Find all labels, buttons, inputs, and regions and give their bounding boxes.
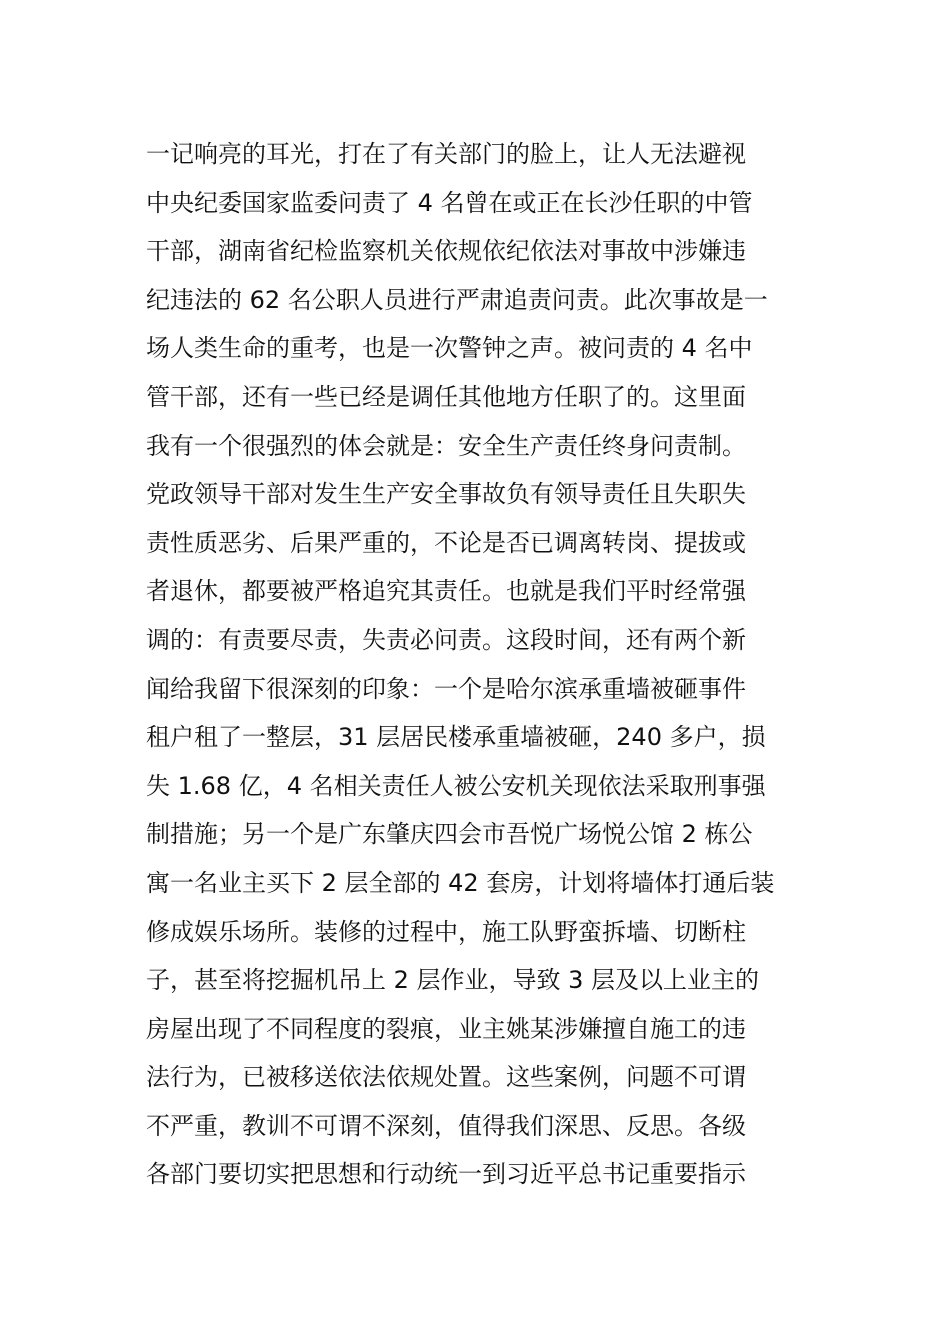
text-line: 管干部，还有一些已经是调任其他地方任职了的。这里面 (146, 382, 746, 411)
text-line: 场人类生命的重考，也是一次警钟之声。被问责的 4 名中 (146, 334, 753, 363)
text-line: 我有一个很强烈的体会就是：安全生产责任终身问责制。 (146, 431, 746, 460)
text-line: 各部门要切实把思想和行动统一到习近平总书记重要指示 (146, 1160, 746, 1189)
text-line: 纪违法的 62 名公职人员进行严肃追责问责。此次事故是一 (146, 285, 768, 314)
body-text (146, 130, 816, 1199)
text-line: 者退休，都要被严格追究其责任。也就是我们平时经常强 (146, 577, 746, 606)
text-line: 一记响亮的耳光，打在了有关部门的脸上，让人无法避视 (146, 140, 746, 168)
text-line: 制措施；另一个是广东肇庆四会市吾悦广场悦公馆 2 栋公 (146, 820, 753, 849)
text-line: 修成娱乐场所。装修的过程中，施工队野蛮拆墙、切断柱 (146, 917, 746, 946)
text-line: 子，甚至将挖掘机吊上 2 层作业，导致 3 层及以上业主的 (146, 966, 760, 995)
text-line: 调的：有责要尽责，失责必问责。这段时间，还有两个新 (146, 625, 746, 654)
text-line: 党政领导干部对发生生产安全事故负有领导责任且失职失 (146, 480, 746, 509)
text-line: 房屋出现了不同程度的裂痕，业主姚某涉嫌擅自施工的违 (146, 1014, 746, 1043)
text-line: 责性质恶劣、后果严重的，不论是否已调离转岗、提拔或 (146, 528, 746, 557)
text-line: 中央纪委国家监委问责了 4 名曾在或正在长沙任职的中管 (146, 188, 753, 217)
text-line: 干部，湖南省纪检监察机关依规依纪依法对事故中涉嫌违 (146, 237, 746, 266)
text-line: 闻给我留下很深刻的印象：一个是哈尔滨承重墙被砸事件 (146, 674, 746, 703)
text-line: 失 1.68 亿，4 名相关责任人被公安机关现依法采取刑事强 (146, 771, 766, 800)
text-line: 不严重，教训不可谓不深刻，值得我们深思、反思。各级 (146, 1111, 746, 1140)
text-line: 租户租了一整层，31 层居民楼承重墙被砸，240 多户，损 (146, 723, 766, 752)
text-line: 法行为，已被移送依法依规处置。这些案例，问题不可谓 (146, 1063, 746, 1092)
text-line: 寓一名业主买下 2 层全部的 42 套房，计划将墙体打通后装 (146, 868, 775, 897)
